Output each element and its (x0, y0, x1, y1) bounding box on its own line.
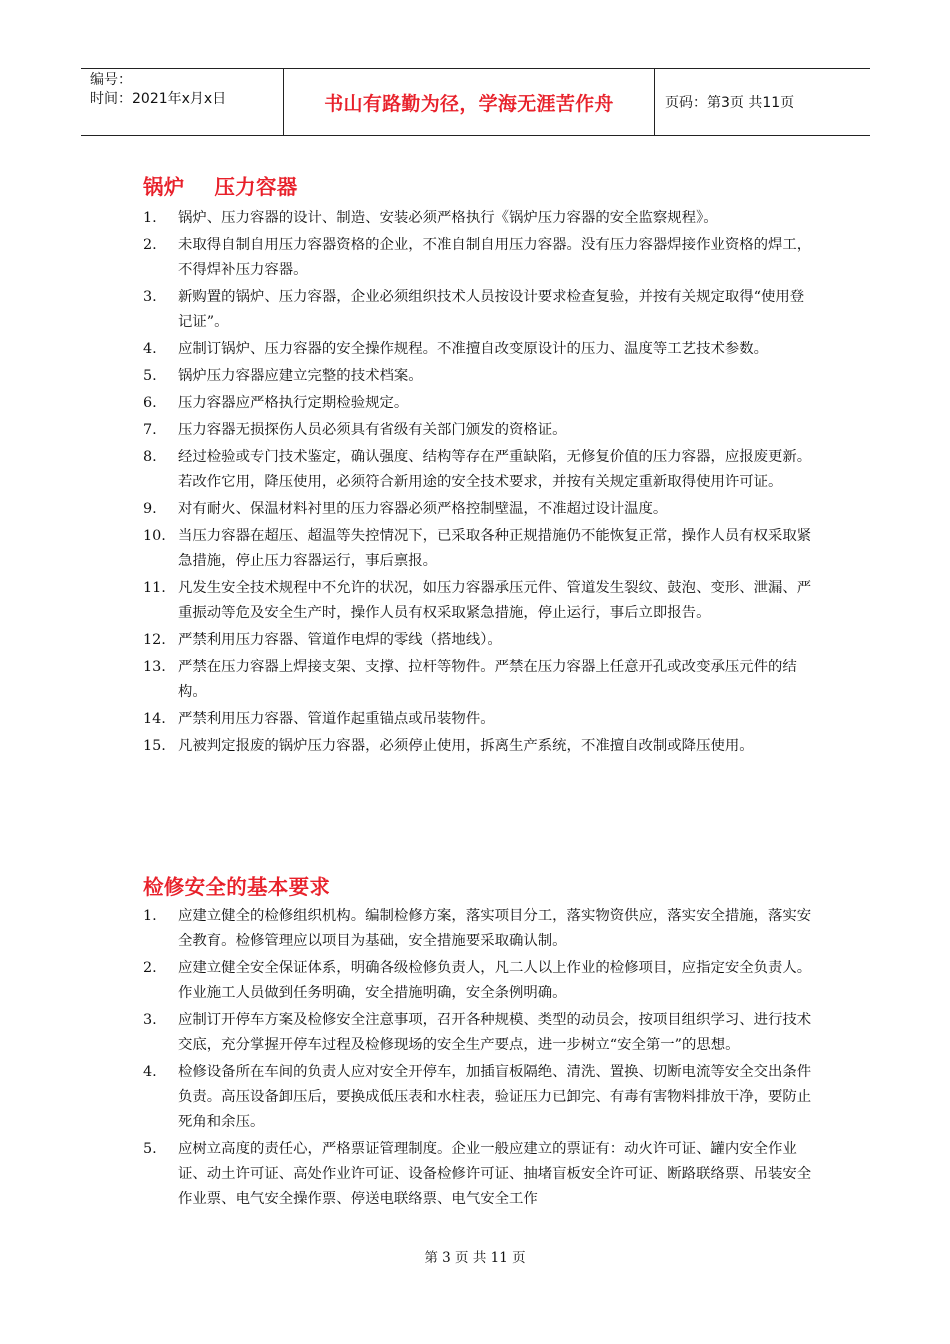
item-text: 经过检验或专门技术鉴定，确认强度、结构等存在严重缺陷，无修复价值的压力容器，应报废更新。若改作它用，降压使用，必须符合新用途的安全技术要求，并按有关规定重新取得使用许可证。 (178, 449, 812, 490)
list-item (143, 1060, 813, 1135)
list-item (143, 956, 813, 1006)
item-number: 15. (143, 738, 166, 754)
item-text: 应建立健全安全保证体系，明确各级检修负责人，凡二人以上作业的检修项目，应指定安全负责人。作业施工人员做到任务明确，安全措施明确，安全条例明确。 (178, 960, 812, 1001)
item-number: 8. (143, 449, 157, 465)
item-text: 当压力容器在超压、超温等失控情况下，已采取各种正规措施仍不能恢复正常，操作人员有权采取紧急措施，停止压力容器运行，事后禀报。 (178, 528, 812, 569)
item-text: 未取得自制自用压力容器资格的企业，不准自制自用压力容器。没有压力容器焊接作业资格的焊工，不得焊补压力容器。 (178, 237, 812, 278)
list-item (143, 1008, 813, 1058)
item-text: 严禁利用压力容器、管道作起重锚点或吊装物件。 (178, 711, 495, 727)
item-text: 检修设备所在车间的负责人应对安全开停车，加插盲板隔绝、清洗、置换、切断电流等安全交出条件负责。高压设备卸压后，要换成低压表和水柱表，验证压力已卸完、有毒有害物料排放干净，要防止死角和余压。 (178, 1064, 812, 1130)
page-footer: 第 3 页 共 11 页 (424, 1250, 526, 1266)
item-number: 4. (143, 1064, 157, 1080)
item-number: 5. (143, 368, 157, 384)
item-text: 凡被判定报废的锅炉压力容器，必须停止使用，拆离生产系统，不准擅自改制或降压使用。 (178, 738, 754, 754)
item-number: 7. (143, 422, 157, 438)
serial-number-label: 编号： (90, 72, 132, 88)
maintenance-rules-list (143, 904, 813, 1212)
item-number: 1. (143, 908, 157, 924)
item-text: 锅炉压力容器应建立完整的技术档案。 (178, 368, 423, 384)
item-text: 新购置的锅炉、压力容器，企业必须组织技术人员按设计要求检查复验，并按有关规定取得“使用登记证”。 (178, 289, 805, 330)
list-item (143, 904, 813, 954)
item-text: 压力容器无损探伤人员必须具有省级有关部门颁发的资格证。 (178, 422, 567, 438)
header-motto: 书山有路勤为径，学海无涯苦作舟 (324, 92, 614, 115)
list-item (143, 364, 813, 389)
list-item (143, 337, 813, 362)
list-item (143, 285, 813, 335)
item-text: 应建立健全的检修组织机构。编制检修方案，落实项目分工，落实物资供应，落实安全措施，落实安全教育。检修管理应以项目为基础，安全措施要采取确认制。 (178, 908, 812, 949)
item-text: 锅炉、压力容器的设计、制造、安装必须严格执行《锅炉压力容器的安全监察规程》。 (178, 210, 718, 226)
list-item (143, 391, 813, 416)
item-text: 对有耐火、保温材料衬里的压力容器必须严格控制壁温，不准超过设计温度。 (178, 501, 668, 517)
item-number: 2. (143, 960, 157, 976)
item-number: 13. (143, 659, 166, 675)
list-item (143, 206, 813, 231)
item-number: 3. (143, 289, 157, 305)
list-item (143, 628, 813, 653)
boiler-rules-list (143, 206, 813, 759)
item-text: 严禁利用压力容器、管道作电焊的零线（搭地线）。 (178, 632, 502, 648)
item-number: 2. (143, 237, 157, 253)
item-number: 10. (143, 528, 166, 544)
item-number: 12. (143, 632, 166, 648)
list-item (143, 445, 813, 495)
item-text: 应制订开停车方案及检修安全注意事项，召开各种规模、类型的动员会，按项目组织学习、进行技术交底，充分掌握开停车过程及检修现场的安全生产要点，进一步树立“安全第一”的思想。 (178, 1012, 812, 1053)
item-number: 14. (143, 711, 166, 727)
list-item (143, 576, 813, 626)
date-label: 时间：2021年x月x日 (90, 91, 227, 107)
item-text: 凡发生安全技术规程中不允许的状况，如压力容器承压元件、管道发生裂纹、鼓泡、变形、泄漏、严重振动等危及安全生产时，操作人员有权采取紧急措施，停止运行，事后立即报告。 (178, 580, 812, 621)
header-table (81, 68, 870, 136)
header-motto-cell (284, 69, 655, 135)
list-item (143, 1137, 813, 1212)
item-text: 应树立高度的责任心，严格票证管理制度。企业一般应建立的票证有：动火许可证、罐内安全作业证、动土许可证、高处作业许可证、设备检修许可证、抽堵盲板安全许可证、断路联络票、吊装安全作业票、电气安全操作票、停送电联络票、电气安全工作 (178, 1141, 812, 1207)
item-text: 应制订锅炉、压力容器的安全操作规程。不准擅自改变原设计的压力、温度等工艺技术参数。 (178, 341, 769, 357)
section-title-maintenance: 检修安全的基本要求 (143, 875, 331, 899)
header-page-cell (655, 69, 870, 135)
list-item (143, 734, 813, 759)
header-meta-cell (81, 69, 284, 135)
item-number: 9. (143, 501, 157, 517)
list-item (143, 497, 813, 522)
list-item (143, 418, 813, 443)
list-item (143, 655, 813, 705)
item-number: 4. (143, 341, 157, 357)
item-text: 压力容器应严格执行定期检验规定。 (178, 395, 409, 411)
section-title-boiler: 锅炉 压力容器 (143, 175, 298, 199)
item-number: 11. (143, 580, 166, 596)
item-text: 严禁在压力容器上焊接支架、支撑、拉杆等物件。严禁在压力容器上任意开孔或改变承压元件的结构。 (178, 659, 797, 700)
list-item (143, 524, 813, 574)
item-number: 6. (143, 395, 157, 411)
list-item (143, 233, 813, 283)
item-number: 1. (143, 210, 157, 226)
list-item (143, 707, 813, 732)
item-number: 3. (143, 1012, 157, 1028)
item-number: 5. (143, 1141, 157, 1157)
header-page-info: 页码：第3页 共11页 (665, 95, 795, 111)
